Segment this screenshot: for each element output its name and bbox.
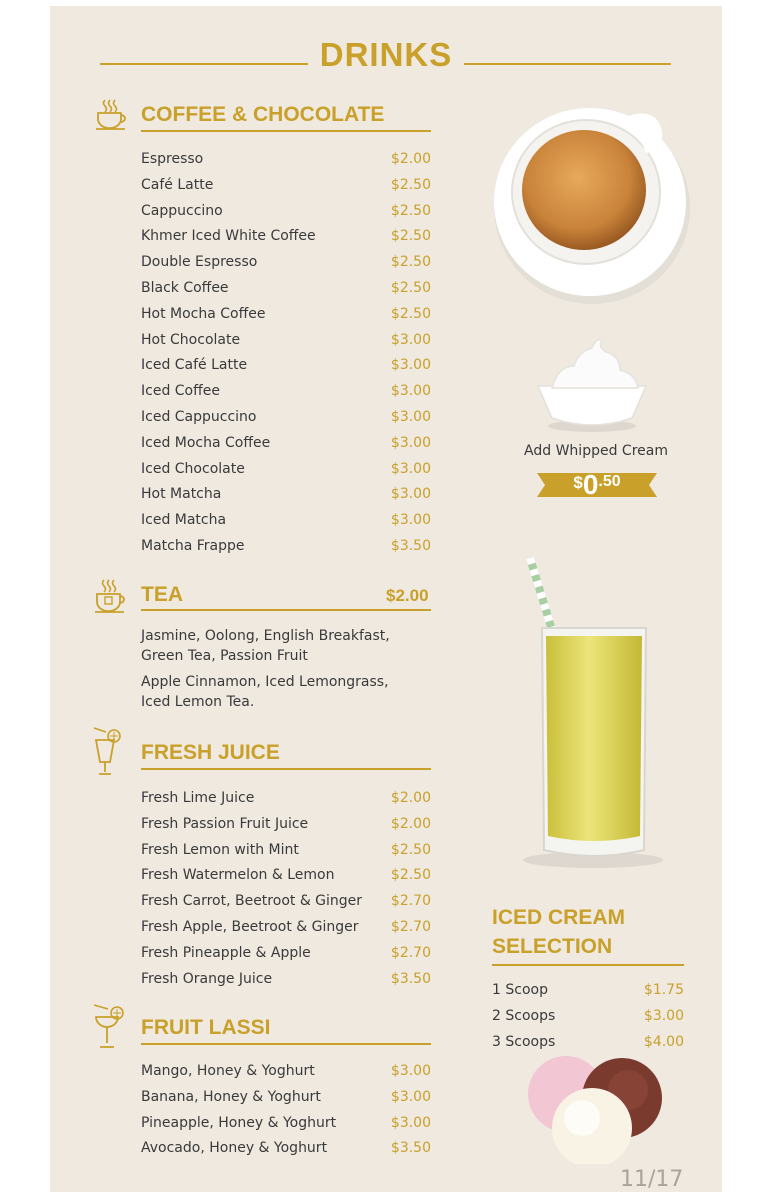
menu-item-name: Black Coffee [141, 279, 229, 296]
menu-item-name: Iced Cappuccino [141, 408, 257, 425]
menu-item [141, 1113, 431, 1139]
icecream-section-rule [492, 964, 684, 966]
page-title: DRINKS [319, 36, 453, 73]
menu-item-price: $3.00 [390, 331, 431, 348]
menu-item-price: $2.50 [390, 228, 431, 245]
menu-item [141, 252, 431, 278]
menu-item [492, 980, 684, 1006]
menu-item-name: Avocado, Honey & Yoghurt [141, 1140, 328, 1157]
coffee-section-title: COFFEE & CHOCOLATE [141, 103, 385, 126]
menu-item-name: Banana, Honey & Yoghurt [141, 1088, 321, 1105]
menu-item-name: Fresh Apple, Beetroot & Ginger [141, 918, 359, 935]
menu-item [141, 943, 431, 969]
menu-item [141, 484, 431, 510]
menu-item-price: $3.00 [390, 1063, 431, 1079]
whipped-cream-bowl-photo [532, 336, 652, 436]
menu-item-price: $2.50 [390, 841, 431, 858]
icecream-title-line2: SELECTION [492, 935, 613, 958]
menu-item-price: $2.50 [390, 279, 431, 296]
menu-page [50, 6, 722, 1192]
icecream-item-list [492, 980, 684, 1058]
cocktail-glass-icon [92, 1001, 126, 1051]
menu-item-name: Hot Chocolate [141, 331, 241, 348]
menu-item [141, 175, 431, 201]
menu-item-price: $2.50 [390, 202, 431, 219]
menu-item [141, 1138, 431, 1164]
menu-item-name: Fresh Passion Fruit Juice [141, 815, 309, 832]
coffee-cup-photo [480, 98, 700, 318]
menu-item-name: Hot Matcha [141, 486, 222, 503]
menu-item-price: $2.00 [390, 151, 431, 167]
menu-item-name: Mango, Honey & Yoghurt [141, 1063, 315, 1079]
menu-item-name: 1 Scoop [492, 982, 548, 998]
juice-glass-icon [92, 724, 122, 778]
menu-item-name: Iced Coffee [141, 383, 220, 400]
menu-item [141, 840, 431, 866]
menu-item-price: $2.00 [390, 815, 431, 832]
menu-item-price: $2.50 [390, 305, 431, 322]
menu-item-name: Fresh Lime Juice [141, 790, 255, 806]
menu-item [141, 355, 431, 381]
lassi-section-rule [141, 1043, 431, 1045]
icecream-section-title [492, 903, 625, 961]
menu-item-name: Pineapple, Honey & Yoghurt [141, 1114, 337, 1131]
tea-description-line2: Apple Cinnamon, Iced Lemongrass, Iced Lemon Tea. [141, 674, 389, 710]
menu-item-name: Fresh Lemon with Mint [141, 841, 299, 858]
ice-cream-scoops-photo [522, 1054, 670, 1164]
menu-item-name: Cappuccino [141, 202, 223, 219]
menu-item-name: Fresh Pineapple & Apple [141, 944, 311, 961]
menu-item [141, 891, 431, 917]
header-right-rule [464, 63, 671, 65]
menu-item-price: $2.50 [390, 176, 431, 193]
menu-item [141, 381, 431, 407]
menu-item-name: 2 Scoops [492, 1008, 556, 1024]
menu-item-price: $3.50 [390, 1140, 431, 1157]
menu-item-price: $2.00 [390, 790, 431, 806]
menu-item [141, 536, 431, 562]
menu-item-price: $2.50 [390, 254, 431, 271]
menu-item-price: $3.00 [390, 1088, 431, 1105]
menu-item [141, 226, 431, 252]
juice-glass-photo [518, 554, 668, 872]
menu-item-price: $3.50 [390, 537, 431, 554]
menu-item-name: Double Espresso [141, 254, 258, 271]
page-number: 11/17 [620, 1167, 684, 1192]
menu-item-price: $3.00 [390, 357, 431, 374]
whipped-cream-price-badge [537, 467, 657, 503]
menu-item [141, 149, 431, 175]
menu-item [141, 510, 431, 536]
menu-item-price: $1.75 [643, 982, 684, 998]
lassi-section-title: FRUIT LASSI [141, 1016, 271, 1039]
menu-item [141, 433, 431, 459]
menu-item-name: 3 Scoops [492, 1034, 556, 1050]
menu-item-name: Hot Mocha Coffee [141, 305, 266, 322]
menu-item-price: $2.70 [390, 944, 431, 961]
icecream-title-line1: ICED CREAM [492, 906, 626, 929]
menu-item [141, 304, 431, 330]
tea-section-price: $2.00 [386, 586, 429, 605]
menu-item [141, 814, 431, 840]
badge-dollar-sign: $ [573, 473, 583, 492]
menu-item-price: $3.00 [390, 408, 431, 425]
menu-item [141, 917, 431, 943]
badge-cents: .50 [598, 473, 621, 490]
menu-item-name: Fresh Watermelon & Lemon [141, 867, 335, 884]
menu-item-price: $3.00 [390, 460, 431, 477]
tea-section-title: TEA [141, 583, 183, 606]
menu-item-name: Iced Mocha Coffee [141, 434, 271, 451]
whipped-cream-label: Add Whipped Cream [524, 443, 668, 459]
lassi-item-list [141, 1061, 431, 1164]
menu-item-name: Matcha Frappe [141, 537, 245, 554]
coffee-section-rule [141, 130, 431, 132]
menu-item [141, 1061, 431, 1087]
menu-item [492, 1006, 684, 1032]
menu-item-price: $3.00 [390, 512, 431, 529]
menu-item-price: $3.00 [390, 383, 431, 400]
whipped-cream-price [537, 467, 657, 503]
menu-item-name: Espresso [141, 151, 204, 167]
menu-item [141, 969, 431, 995]
menu-item-price: $3.00 [390, 434, 431, 451]
menu-item-price: $2.50 [390, 867, 431, 884]
menu-item-price: $3.00 [390, 486, 431, 503]
juice-section-title: FRESH JUICE [141, 741, 280, 764]
menu-item [141, 278, 431, 304]
teapot-icon [94, 578, 130, 614]
menu-item-price: $3.50 [390, 970, 431, 987]
tea-section-rule [141, 609, 431, 611]
menu-item [141, 407, 431, 433]
menu-header [50, 36, 722, 80]
menu-item-price: $2.70 [390, 893, 431, 910]
menu-item-name: Fresh Orange Juice [141, 970, 273, 987]
badge-whole-amount: 0 [582, 469, 599, 500]
menu-item [141, 865, 431, 891]
menu-item [141, 459, 431, 485]
menu-item [141, 201, 431, 227]
coffee-cup-icon [94, 98, 130, 132]
menu-item-name: Khmer Iced White Coffee [141, 228, 316, 245]
menu-item-price: $3.00 [643, 1008, 684, 1024]
menu-item-name: Café Latte [141, 176, 214, 193]
menu-item-name: Iced Café Latte [141, 357, 248, 374]
menu-item-name: Iced Chocolate [141, 460, 245, 477]
tea-description-line1: Jasmine, Oolong, English Breakfast, Green Tea, Passion Fruit [141, 628, 390, 664]
menu-item-price: $3.00 [390, 1114, 431, 1131]
menu-item-price: $2.70 [390, 918, 431, 935]
menu-item [141, 330, 431, 356]
juice-item-list [141, 788, 431, 994]
juice-section-rule [141, 768, 431, 770]
menu-item-name: Iced Matcha [141, 512, 227, 529]
menu-item-name: Fresh Carrot, Beetroot & Ginger [141, 893, 363, 910]
menu-item [141, 1087, 431, 1113]
coffee-item-list [141, 149, 431, 562]
menu-item [141, 788, 431, 814]
menu-item-price: $4.00 [643, 1034, 684, 1050]
